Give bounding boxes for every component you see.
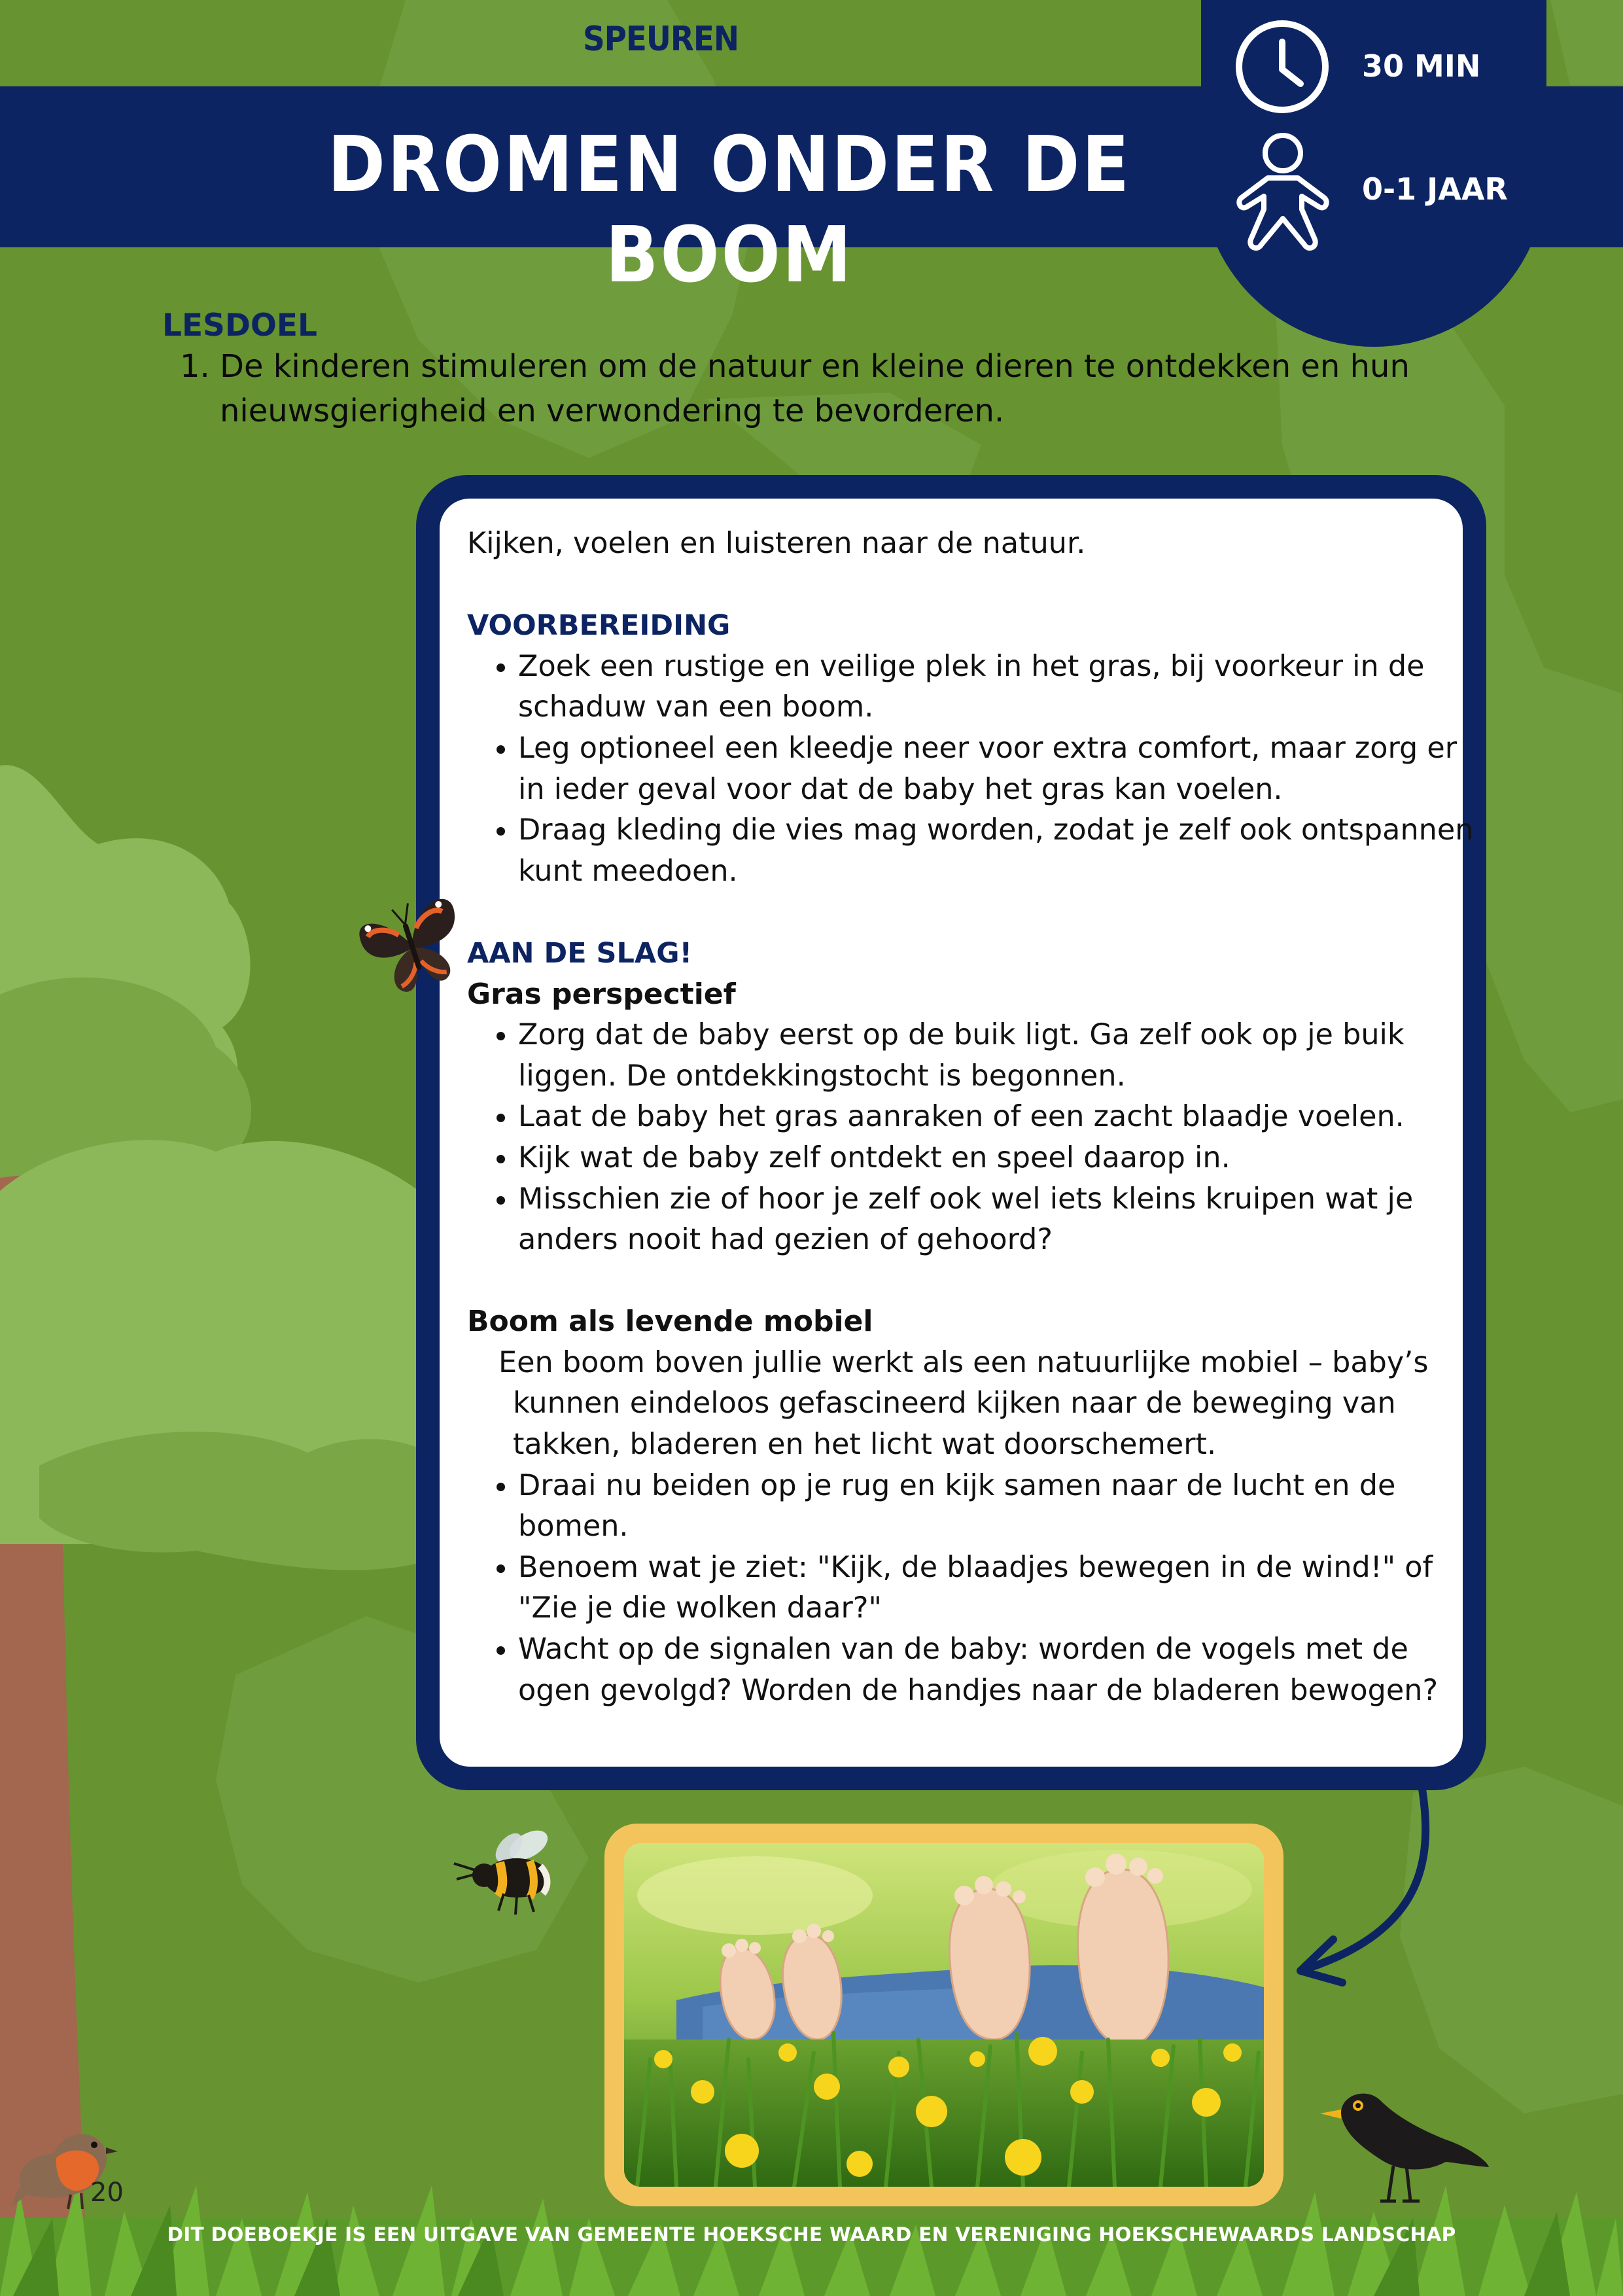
list-item: • Zoek een rustige en veilige plek in het gras, bij voorkeur in de schaduw van een boom. (518, 646, 1475, 728)
goal-item: 1. De kinderen stimuleren om de natuur en kleine dieren te ontdekken en hun nieuwsgierigheid en verwondering te bevorderen. (220, 344, 1437, 433)
clock-icon (1234, 18, 1331, 115)
category-label: SPEUREN (582, 20, 739, 59)
list-item: • Laat de baby het gras aanraken of een zacht blaadje voelen. (518, 1097, 1475, 1138)
intro-text: Kijken, voelen en luisteren naar de natuur. (467, 527, 1086, 560)
tree-list (467, 1466, 1475, 1712)
child-figure-icon (1234, 131, 1332, 251)
activity-info-panel (1201, 0, 1546, 347)
list-item: • Wacht op de signalen van de baby: worden de vogels met de ogen gevolgd? Worden de handjes naar de bladeren bewogen? (518, 1629, 1475, 1711)
list-item: • Misschien zie of hoor je zelf ook wel iets kleins kruipen wat je anders nooit had gezien of gehoord? (518, 1179, 1475, 1261)
paragraph-line: takken, bladeren en het licht wat doorschemert. (513, 1428, 1217, 1462)
tree-subheading: Boom als levende mobiel (467, 1305, 873, 1339)
bumblebee-icon (451, 1826, 569, 1924)
list-item: • Benoem wat je ziet: "Kijk, de blaadjes bewegen in de wind!" of "Zie je die wolken daar?" (518, 1547, 1475, 1629)
tree-paragraph (467, 1343, 1475, 1466)
list-item: • Leg optioneel een kleedje neer voor extra comfort, maar zorg er in ieder geval voor dat de baby het gras kan voelen. (518, 728, 1475, 810)
page-number: 20 (90, 2178, 124, 2208)
page-title: DROMEN ONDER DE BOOM (327, 119, 1132, 300)
paragraph-line: Een boom boven jullie werkt als een natuurlijke mobiel – baby’s (498, 1345, 1429, 1379)
preparation-heading: VOORBEREIDING (467, 609, 731, 643)
grass-list (467, 1015, 1475, 1261)
instruction-content (467, 523, 1475, 1711)
footer-credit: DIT DOEBOEKJE IS EEN UITGAVE VAN GEMEENTE HOEKSCHE WAARD EN VERENIGING HOEKSCHEWAARDS LANDSCHAP (167, 2223, 1456, 2246)
activity-heading: AAN DE SLAG! (467, 936, 693, 970)
age-label: 0-1 JAAR (1362, 171, 1508, 207)
list-item: • Kijk wat de baby zelf ontdekt en speel daarop in. (518, 1138, 1475, 1179)
paragraph-line: kunnen eindeloos gefascineerd kijken naar de beweging van (513, 1386, 1396, 1421)
grass-border (0, 2120, 1623, 2296)
list-item: • Draai nu beiden op je rug en kijk samen naar de lucht en de bomen. (518, 1466, 1475, 1547)
duration-label: 30 MIN (1362, 48, 1481, 84)
grass-subheading: Gras perspectief (467, 977, 736, 1011)
list-item: • Draag kleding die vies mag worden, zodat je zelf ook ontspannen kunt meedoen. (518, 810, 1475, 892)
list-item: • Zorg dat de baby eerst op de buik ligt. Ga zelf ook op je buik liggen. De ontdekkingstocht is begonnen. (518, 1015, 1475, 1097)
preparation-list (467, 646, 1475, 892)
goal-heading: LESDOEL (162, 308, 317, 344)
butterfly-icon (352, 883, 470, 1001)
curved-arrow-icon (1282, 1786, 1439, 2002)
